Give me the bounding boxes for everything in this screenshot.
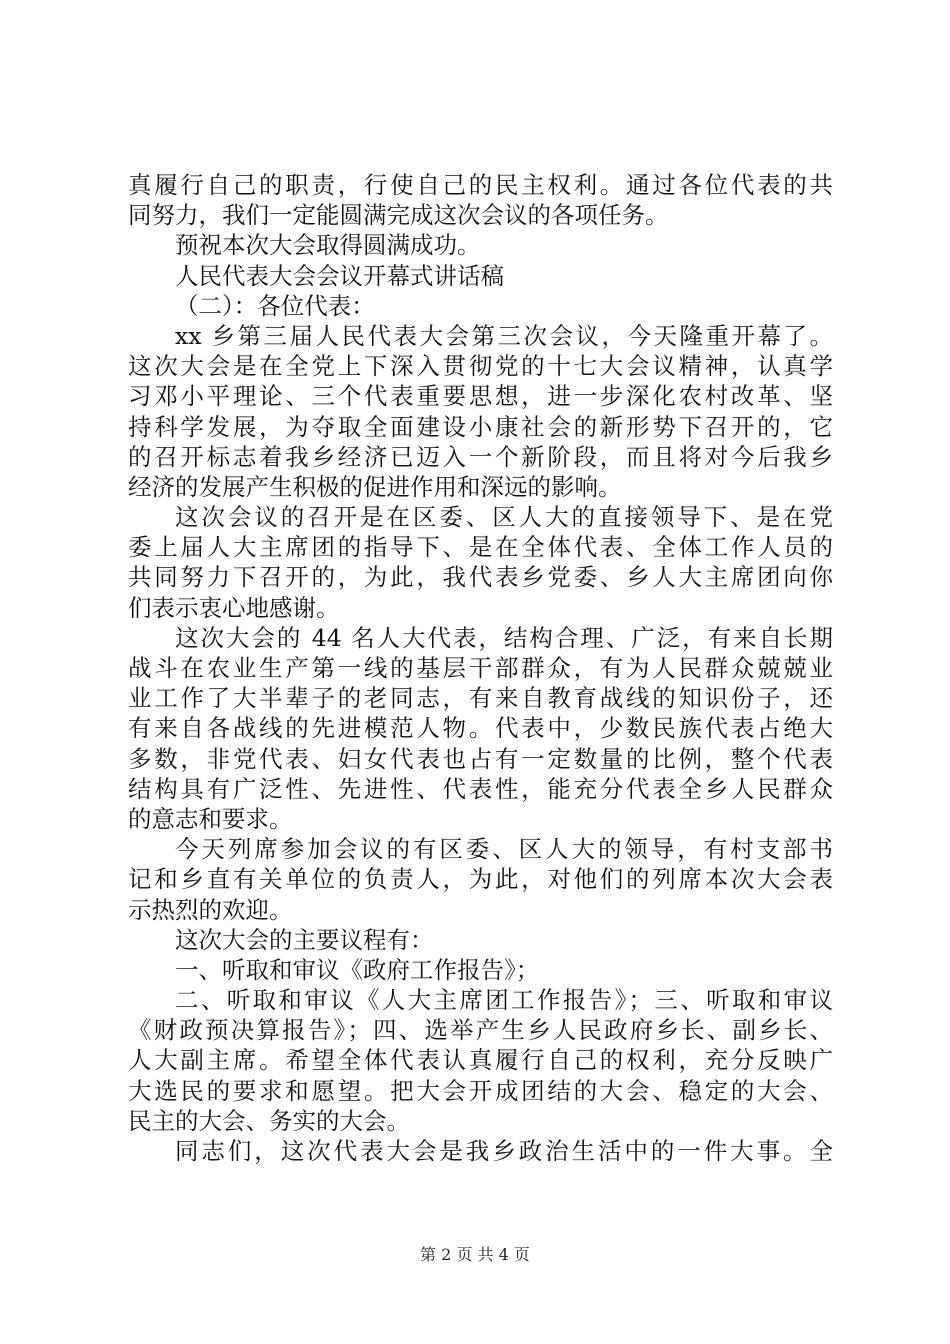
text-line: 持科学发展，为夺取全面建设小康社会的新形势下召开的，它 [128,412,833,441]
text-line: 这次会议的召开是在区委、区人大的直接领导下、是在党 [175,503,833,532]
text-line: 的意志和要求。 [128,804,293,833]
text-line: 同努力，我们一定能圆满完成这次会议的各项任务。 [128,201,669,230]
text-line: 委上届人大主席团的指导下、是在全体代表、全体工作人员的 [128,533,833,562]
text-line: 共同努力下召开的，为此，我代表乡党委、乡人大主席团向你 [128,563,833,592]
text-line: 多数，非党代表、妇女代表也占有一定数量的比例，整个代表 [128,744,833,773]
text-line: 记和乡直有关单位的负责人，为此，对他们的列席本次大会表 [128,865,833,894]
text-line: （二）：各位代表： [175,291,375,320]
text-line: 民主的大会、务实的大会。 [128,1106,410,1135]
text-line: 们表示衷心地感谢。 [128,593,340,622]
text-line: 预祝本次大会取得圆满成功。 [175,231,481,260]
page-footer: 第 2 页 共 4 页 [420,1245,530,1264]
text-line: 真履行自己的职责，行使自己的民主权利。通过各位代表的共 [128,171,833,199]
text-line: 今天列席参加会议的有区委、区人大的领导，有村支部书 [175,835,833,864]
text-line: 业工作了大半辈子的老同志，有来自教育战线的知识份子，还 [128,684,833,713]
text-line: 这次大会的 44 名人大代表，结构合理、广泛，有来自长期 [175,623,833,652]
text-line: 二、听取和审议《人大主席团工作报告》；三、听取和审议 [175,986,833,1015]
text-line: 结构具有广泛性、先进性、代表性，能充分代表全乡人民群众 [128,774,833,803]
text-line: 有来自各战线的先进模范人物。代表中，少数民族代表占绝大 [128,714,833,743]
text-line: 人大副主席。希望全体代表认真履行自己的权利，充分反映广 [128,1046,833,1075]
text-line: 大选民的要求和愿望。把大会开成团结的大会、稳定的大会、 [128,1076,833,1105]
text-line: 人民代表大会会议开幕式讲话稿 [175,261,504,290]
text-line: 的召开标志着我乡经济已迈入一个新阶段，而且将对今后我乡 [128,442,833,471]
text-line: 这次大会的主要议程有： [175,925,434,954]
text-line: 《财政预决算报告》；四、选举产生乡人民政府乡长、副乡长、 [128,1016,833,1045]
text-line: 这次大会是在全党上下深入贯彻党的十七大会议精神，认真学 [128,352,833,381]
document-body [128,170,833,1166]
text-line: 经济的发展产生积极的促进作用和深远的影响。 [128,472,622,501]
text-line: 示热烈的欢迎。 [128,895,293,924]
text-line: xx 乡第三届人民代表大会第三次会议，今天隆重开幕了。 [175,321,833,350]
text-line: 战斗在农业生产第一线的基层干部群众，有为人民群众兢兢业 [128,654,833,682]
text-line: 一、听取和审议《政府工作报告》； [175,955,540,984]
text-line: 同志们，这次代表大会是我乡政治生活中的一件大事。全 [175,1137,833,1165]
text-line: 习邓小平理论、三个代表重要思想，进一步深化农村改革、坚 [128,382,833,411]
